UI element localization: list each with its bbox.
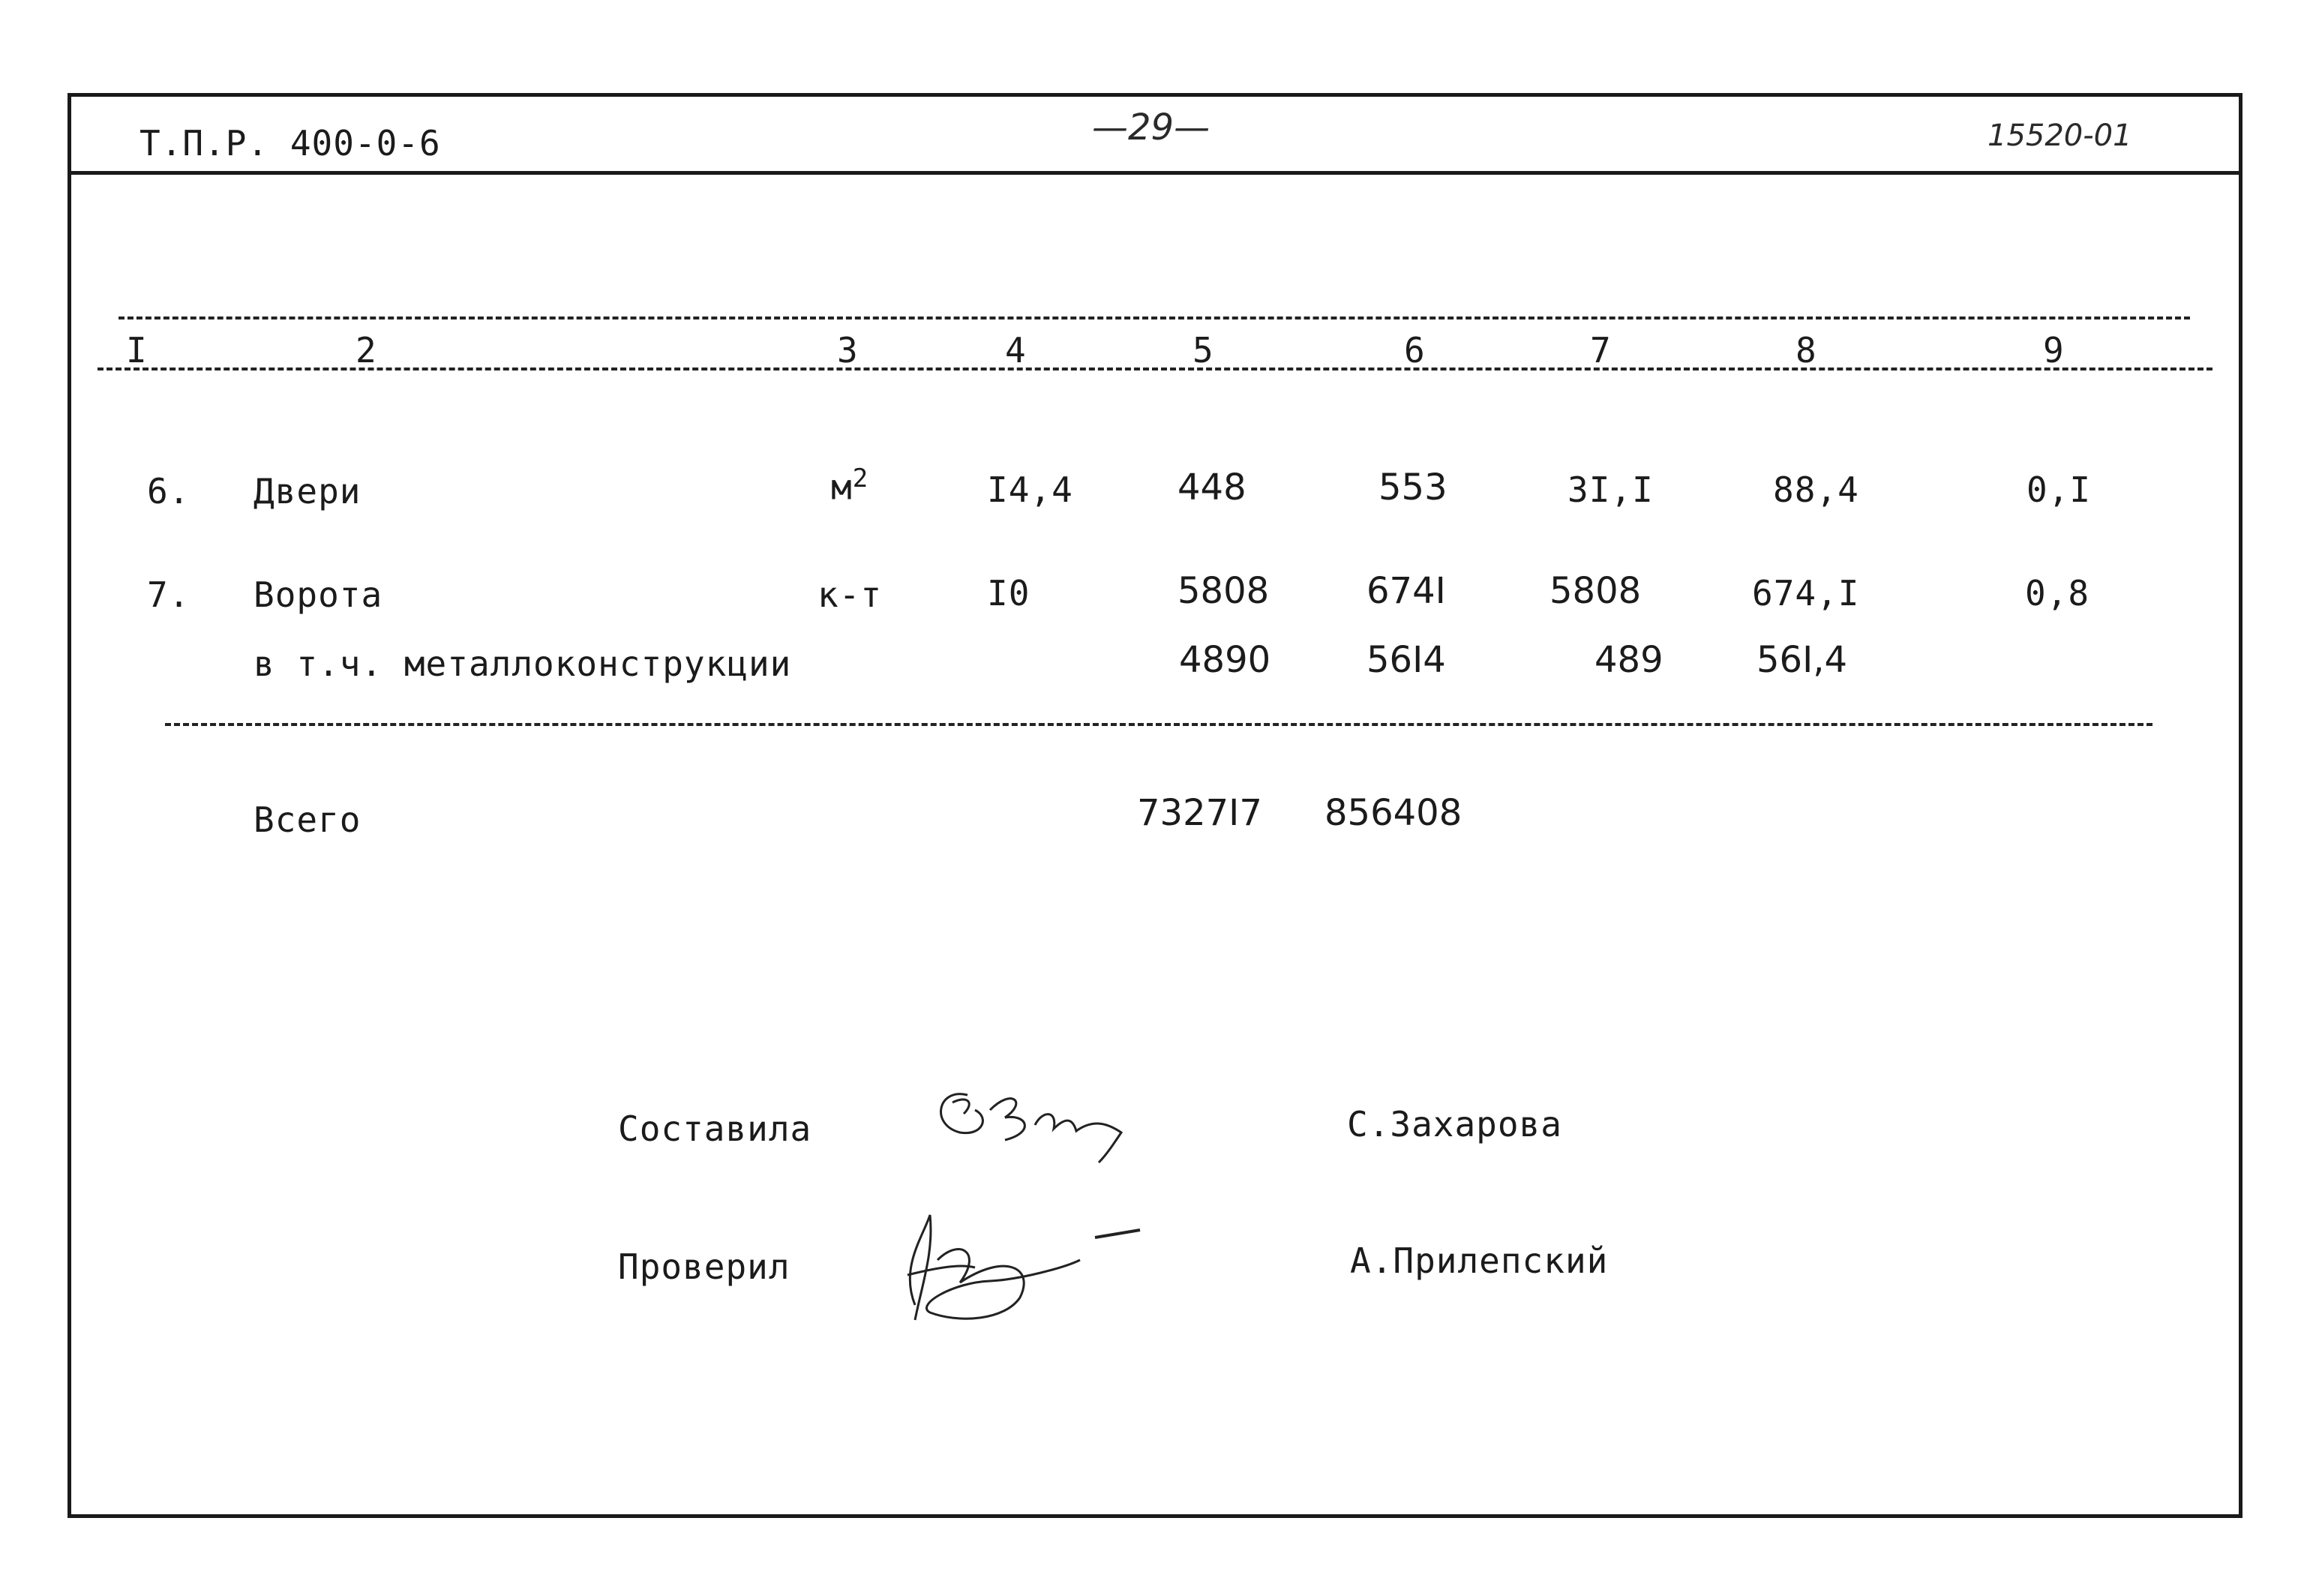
total-label: Всего [254,800,362,840]
column-number-6: 6 [1404,330,1425,370]
row-unit: к-т [818,574,883,615]
row-col5: 5808 [1178,570,1270,612]
column-number-5: 5 [1192,330,1214,370]
total-separator-rule [165,723,2152,726]
header-divider [71,171,2242,175]
doc-code: Т.П.Р. 400-0-6 [140,123,441,164]
row-col8: 56I,4 [1756,639,1848,681]
compiled-by-label: Составила [618,1108,812,1149]
row-number: 7. [147,574,190,615]
row-number: 6. [147,471,190,512]
row-col9: 0,I [2026,470,2092,510]
checked-signature [870,1192,1155,1342]
row-name: Ворота [254,574,383,615]
row-col8: 674,I [1752,573,1860,614]
row-col6: 553 [1378,466,1448,508]
row-col6: 674I [1366,570,1446,612]
column-number-7: 7 [1590,330,1611,370]
row-col5: 4890 [1179,639,1271,681]
row-col4: I4,4 [987,470,1073,510]
row-col6: 56I4 [1366,639,1446,681]
column-number-8: 8 [1796,330,1816,370]
row-col7: 489 [1594,639,1664,681]
row-col8: 88,4 [1773,470,1859,510]
column-number-9: 9 [2043,330,2064,370]
row-col9: 0,8 [2025,573,2090,614]
checked-by-label: Проверил [618,1246,790,1287]
row-name: Двери [254,471,362,512]
row-col7: 5808 [1550,570,1642,612]
column-header-bottom-rule [98,368,2212,370]
row-name: в т.ч. металлоконструкции [254,644,792,684]
column-header-top-rule [118,316,2190,320]
column-number-1: I [126,330,147,370]
total-col6: 856408 [1324,792,1462,834]
row-unit: $м^2$ [831,464,869,508]
compiled-signature [922,1072,1148,1178]
compiled-by-name: С.Захарова [1347,1104,1562,1144]
row-col5: 448 [1178,466,1246,508]
sheet-code: 15520-01 [1988,118,2132,153]
column-number-2: 2 [356,330,376,370]
page-number: —29— [1092,106,1210,148]
column-number-4: 4 [1005,330,1026,370]
checked-by-name: А.Прилепский [1350,1240,1609,1281]
total-col5: 7327I7 [1137,792,1262,834]
row-col7: 3I,I [1568,470,1654,510]
column-number-3: 3 [837,330,858,370]
row-col4: I0 [987,573,1030,614]
